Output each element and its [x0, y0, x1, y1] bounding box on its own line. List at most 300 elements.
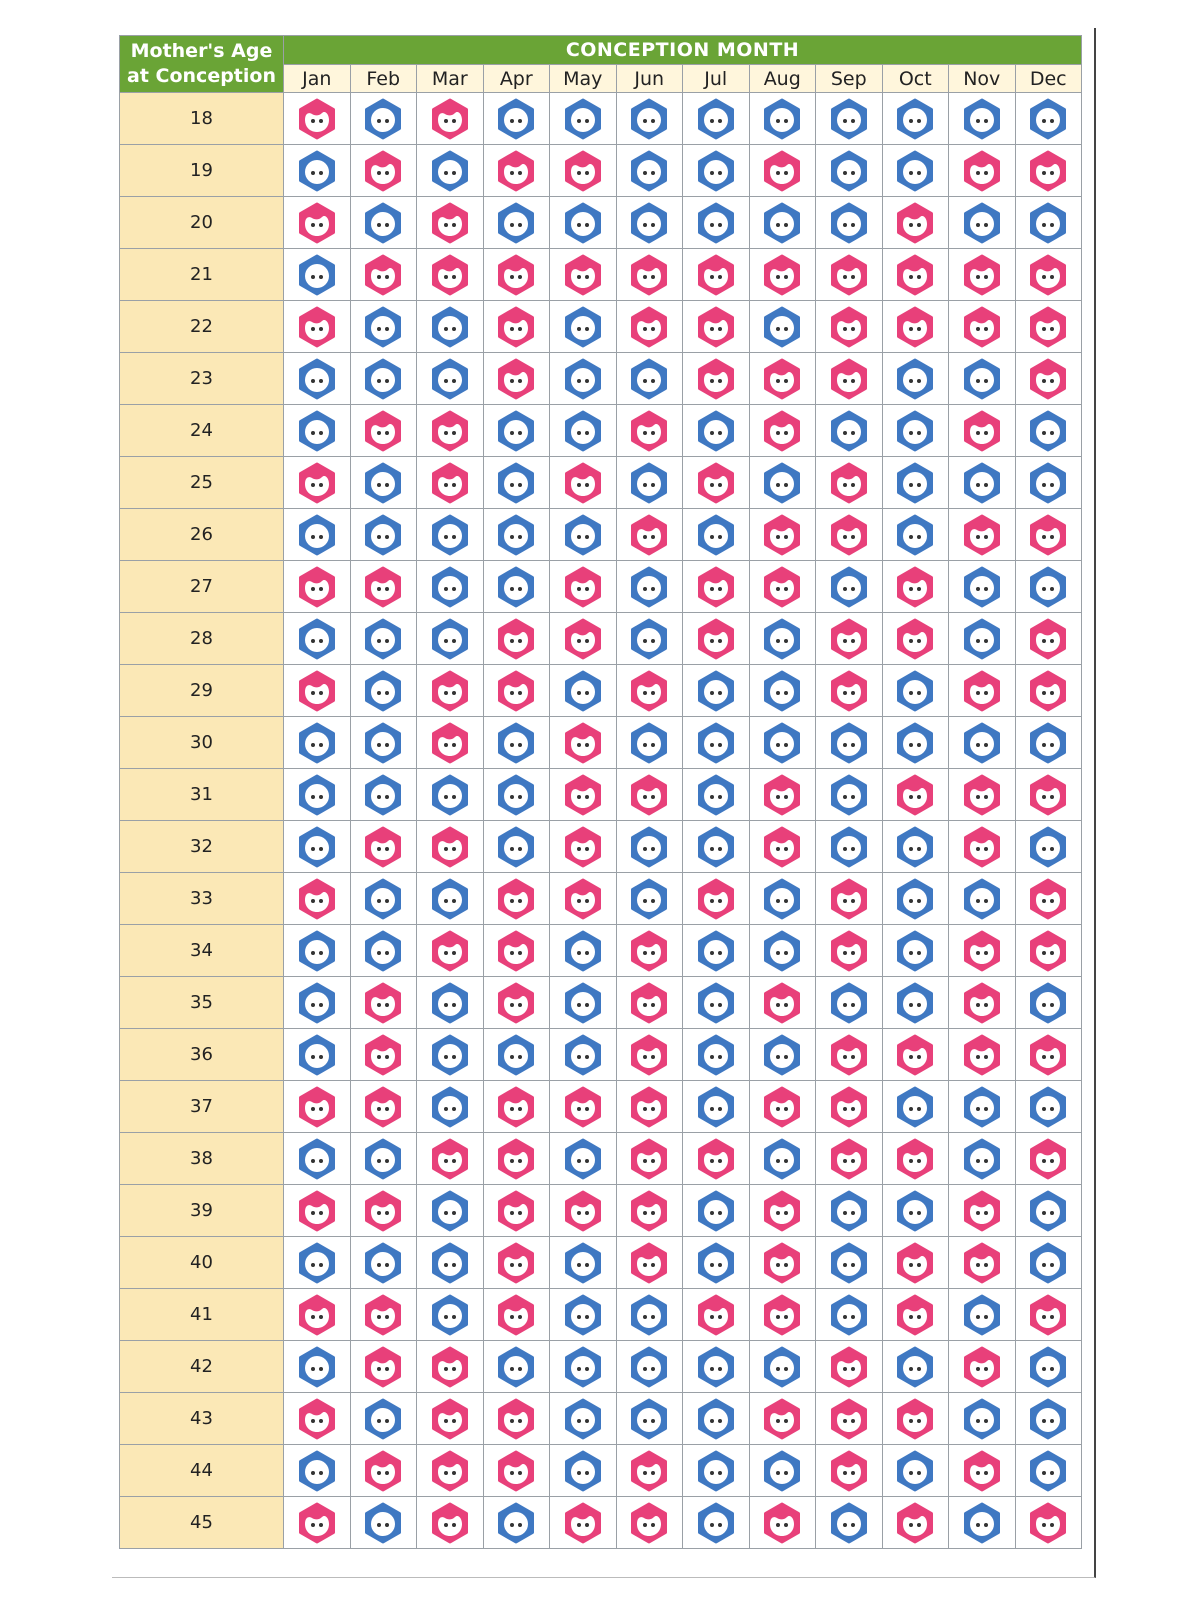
- prediction-cell: [749, 1497, 816, 1549]
- prediction-cell: [284, 249, 351, 301]
- prediction-cell: [350, 249, 417, 301]
- girl-icon: [627, 669, 671, 713]
- prediction-cell: [417, 925, 484, 977]
- boy-icon: [428, 1085, 472, 1129]
- boy-icon: [827, 1501, 871, 1545]
- prediction-cell: [616, 1185, 683, 1237]
- prediction-cell: [483, 977, 550, 1029]
- prediction-cell: [616, 1341, 683, 1393]
- prediction-cell: [417, 1081, 484, 1133]
- boy-icon: [561, 1137, 605, 1181]
- prediction-cell: [749, 1029, 816, 1081]
- prediction-cell: [749, 509, 816, 561]
- boy-icon: [494, 409, 538, 453]
- girl-icon: [428, 1449, 472, 1493]
- prediction-cell: [616, 1393, 683, 1445]
- boy-icon: [827, 981, 871, 1025]
- girl-icon: [760, 1085, 804, 1129]
- prediction-cell: [417, 509, 484, 561]
- girl-icon: [494, 617, 538, 661]
- table-row: [120, 93, 1082, 145]
- boy-icon: [827, 825, 871, 869]
- prediction-cell: [816, 821, 883, 873]
- prediction-cell: [882, 1185, 949, 1237]
- prediction-cell: [550, 1289, 617, 1341]
- table-row: [120, 717, 1082, 769]
- prediction-cell: [683, 509, 750, 561]
- age-cell: 44: [120, 1445, 284, 1497]
- girl-icon: [893, 617, 937, 661]
- prediction-cell: [882, 717, 949, 769]
- prediction-cell: [483, 769, 550, 821]
- boy-icon: [361, 201, 405, 245]
- table-row: [120, 1497, 1082, 1549]
- girl-icon: [627, 1501, 671, 1545]
- age-cell: 28: [120, 613, 284, 665]
- table-row: [120, 665, 1082, 717]
- boy-icon: [627, 1345, 671, 1389]
- table-row: [120, 197, 1082, 249]
- girl-icon: [295, 877, 339, 921]
- prediction-cell: [616, 93, 683, 145]
- prediction-cell: [949, 665, 1016, 717]
- prediction-cell: [683, 1185, 750, 1237]
- age-header-line2: at Conception: [127, 65, 276, 87]
- boy-icon: [893, 1345, 937, 1389]
- age-cell: 26: [120, 509, 284, 561]
- girl-icon: [960, 981, 1004, 1025]
- girl-icon: [694, 253, 738, 297]
- prediction-cell: [550, 1081, 617, 1133]
- boy-icon: [760, 721, 804, 765]
- prediction-cell: [350, 1445, 417, 1497]
- boy-icon: [827, 1293, 871, 1337]
- prediction-cell: [949, 717, 1016, 769]
- prediction-cell: [949, 145, 1016, 197]
- girl-icon: [627, 1189, 671, 1233]
- prediction-cell: [284, 405, 351, 457]
- girl-icon: [827, 929, 871, 973]
- prediction-cell: [882, 613, 949, 665]
- prediction-cell: [1015, 717, 1082, 769]
- girl-icon: [893, 1397, 937, 1441]
- boy-icon: [760, 201, 804, 245]
- girl-icon: [694, 877, 738, 921]
- prediction-cell: [749, 769, 816, 821]
- age-cell: 45: [120, 1497, 284, 1549]
- prediction-cell: [350, 145, 417, 197]
- girl-icon: [561, 1501, 605, 1545]
- prediction-cell: [949, 457, 1016, 509]
- prediction-cell: [550, 1445, 617, 1497]
- girl-icon: [494, 1241, 538, 1285]
- prediction-cell: [1015, 509, 1082, 561]
- prediction-cell: [816, 353, 883, 405]
- boy-icon: [361, 669, 405, 713]
- prediction-cell: [616, 249, 683, 301]
- prediction-cell: [816, 249, 883, 301]
- boy-icon: [428, 773, 472, 817]
- prediction-cell: [284, 1133, 351, 1185]
- prediction-cell: [417, 1341, 484, 1393]
- girl-icon: [561, 253, 605, 297]
- girl-icon: [694, 1293, 738, 1337]
- girl-icon: [627, 1241, 671, 1285]
- prediction-cell: [816, 93, 883, 145]
- prediction-cell: [550, 1237, 617, 1289]
- prediction-cell: [483, 509, 550, 561]
- age-cell: 20: [120, 197, 284, 249]
- prediction-cell: [284, 1289, 351, 1341]
- prediction-cell: [616, 405, 683, 457]
- girl-icon: [694, 305, 738, 349]
- prediction-cell: [616, 145, 683, 197]
- prediction-cell: [1015, 1445, 1082, 1497]
- prediction-cell: [1015, 769, 1082, 821]
- boy-icon: [893, 513, 937, 557]
- prediction-cell: [483, 873, 550, 925]
- girl-icon: [694, 617, 738, 661]
- girl-icon: [760, 981, 804, 1025]
- prediction-cell: [616, 665, 683, 717]
- prediction-cell: [749, 873, 816, 925]
- prediction-cell: [550, 93, 617, 145]
- prediction-cell: [816, 1289, 883, 1341]
- prediction-cell: [417, 665, 484, 717]
- boy-icon: [561, 201, 605, 245]
- girl-icon: [760, 253, 804, 297]
- prediction-cell: [749, 925, 816, 977]
- prediction-cell: [1015, 93, 1082, 145]
- table-row: [120, 925, 1082, 977]
- girl-icon: [893, 1033, 937, 1077]
- prediction-cell: [284, 1029, 351, 1081]
- boy-icon: [428, 513, 472, 557]
- prediction-cell: [882, 1029, 949, 1081]
- girl-icon: [494, 1293, 538, 1337]
- girl-icon: [827, 253, 871, 297]
- boy-icon: [295, 929, 339, 973]
- boy-icon: [627, 97, 671, 141]
- prediction-cell: [417, 301, 484, 353]
- girl-icon: [494, 149, 538, 193]
- prediction-cell: [417, 405, 484, 457]
- girl-icon: [1026, 617, 1070, 661]
- age-cell: 25: [120, 457, 284, 509]
- prediction-cell: [550, 1497, 617, 1549]
- prediction-cell: [749, 145, 816, 197]
- girl-icon: [893, 1501, 937, 1545]
- girl-icon: [561, 617, 605, 661]
- prediction-cell: [616, 301, 683, 353]
- boy-icon: [295, 1345, 339, 1389]
- boy-icon: [494, 773, 538, 817]
- prediction-cell: [949, 405, 1016, 457]
- prediction-cell: [683, 1081, 750, 1133]
- prediction-cell: [816, 1341, 883, 1393]
- prediction-cell: [284, 145, 351, 197]
- prediction-cell: [949, 1237, 1016, 1289]
- prediction-cell: [683, 665, 750, 717]
- boy-icon: [827, 773, 871, 817]
- boy-icon: [1026, 409, 1070, 453]
- girl-icon: [827, 357, 871, 401]
- prediction-cell: [483, 1289, 550, 1341]
- prediction-cell: [683, 1289, 750, 1341]
- boy-icon: [494, 1501, 538, 1545]
- prediction-cell: [882, 405, 949, 457]
- boy-icon: [494, 565, 538, 609]
- girl-icon: [893, 773, 937, 817]
- boy-icon: [561, 1345, 605, 1389]
- prediction-cell: [882, 925, 949, 977]
- boy-icon: [760, 929, 804, 973]
- boy-icon: [361, 513, 405, 557]
- prediction-cell: [616, 873, 683, 925]
- girl-icon: [960, 1189, 1004, 1233]
- boy-icon: [295, 513, 339, 557]
- prediction-cell: [550, 249, 617, 301]
- girl-icon: [760, 409, 804, 453]
- prediction-cell: [683, 925, 750, 977]
- prediction-cell: [1015, 925, 1082, 977]
- boy-icon: [295, 1449, 339, 1493]
- prediction-cell: [483, 405, 550, 457]
- age-cell: 21: [120, 249, 284, 301]
- prediction-cell: [350, 769, 417, 821]
- prediction-cell: [417, 1237, 484, 1289]
- age-cell: 33: [120, 873, 284, 925]
- prediction-cell: [683, 613, 750, 665]
- prediction-cell: [284, 1081, 351, 1133]
- boy-icon: [627, 1293, 671, 1337]
- prediction-cell: [882, 1133, 949, 1185]
- prediction-cell: [550, 509, 617, 561]
- boy-icon: [827, 1241, 871, 1285]
- prediction-cell: [749, 353, 816, 405]
- prediction-cell: [749, 1289, 816, 1341]
- age-cell: 43: [120, 1393, 284, 1445]
- boy-icon: [694, 1501, 738, 1545]
- boy-icon: [494, 513, 538, 557]
- boy-icon: [893, 97, 937, 141]
- prediction-cell: [1015, 1341, 1082, 1393]
- prediction-cell: [816, 1237, 883, 1289]
- prediction-cell: [483, 665, 550, 717]
- boy-icon: [295, 981, 339, 1025]
- girl-icon: [1026, 305, 1070, 349]
- boy-icon: [960, 357, 1004, 401]
- boy-icon: [760, 669, 804, 713]
- girl-icon: [627, 929, 671, 973]
- prediction-cell: [284, 613, 351, 665]
- girl-icon: [494, 1085, 538, 1129]
- girl-icon: [295, 1293, 339, 1337]
- prediction-cell: [749, 821, 816, 873]
- girl-icon: [893, 201, 937, 245]
- prediction-cell: [882, 1289, 949, 1341]
- boy-icon: [960, 1397, 1004, 1441]
- month-header-mar: Mar: [417, 65, 484, 93]
- prediction-cell: [1015, 1029, 1082, 1081]
- prediction-cell: [949, 353, 1016, 405]
- prediction-cell: [816, 1133, 883, 1185]
- boy-icon: [1026, 825, 1070, 869]
- prediction-cell: [949, 1289, 1016, 1341]
- prediction-cell: [616, 1445, 683, 1497]
- table-row: [120, 405, 1082, 457]
- prediction-cell: [749, 613, 816, 665]
- girl-icon: [295, 305, 339, 349]
- prediction-cell: [550, 145, 617, 197]
- prediction-cell: [284, 873, 351, 925]
- girl-icon: [694, 461, 738, 505]
- prediction-cell: [616, 353, 683, 405]
- prediction-cell: [483, 1341, 550, 1393]
- prediction-cell: [749, 93, 816, 145]
- table-row: [120, 457, 1082, 509]
- girl-icon: [1026, 253, 1070, 297]
- boy-icon: [295, 773, 339, 817]
- month-header-aug: Aug: [749, 65, 816, 93]
- boy-icon: [760, 461, 804, 505]
- girl-icon: [827, 617, 871, 661]
- boy-icon: [561, 1241, 605, 1285]
- girl-icon: [1026, 1033, 1070, 1077]
- girl-icon: [1026, 877, 1070, 921]
- prediction-cell: [616, 821, 683, 873]
- boy-icon: [893, 877, 937, 921]
- girl-icon: [827, 461, 871, 505]
- girl-icon: [1026, 1137, 1070, 1181]
- prediction-cell: [749, 1393, 816, 1445]
- prediction-cell: [284, 301, 351, 353]
- boy-icon: [627, 617, 671, 661]
- age-cell: 22: [120, 301, 284, 353]
- girl-icon: [1026, 669, 1070, 713]
- boy-icon: [694, 721, 738, 765]
- prediction-cell: [616, 1497, 683, 1549]
- boy-icon: [361, 357, 405, 401]
- girl-icon: [428, 1501, 472, 1545]
- age-cell: 23: [120, 353, 284, 405]
- boy-icon: [561, 97, 605, 141]
- age-cell: 34: [120, 925, 284, 977]
- prediction-cell: [417, 1133, 484, 1185]
- prediction-cell: [284, 509, 351, 561]
- prediction-cell: [616, 717, 683, 769]
- prediction-cell: [284, 93, 351, 145]
- boy-icon: [428, 1033, 472, 1077]
- girl-icon: [361, 1293, 405, 1337]
- girl-icon: [428, 929, 472, 973]
- boy-icon: [694, 1345, 738, 1389]
- boy-icon: [760, 877, 804, 921]
- prediction-cell: [882, 145, 949, 197]
- prediction-cell: [1015, 561, 1082, 613]
- prediction-cell: [550, 561, 617, 613]
- prediction-cell: [882, 873, 949, 925]
- girl-icon: [295, 1397, 339, 1441]
- boy-icon: [893, 409, 937, 453]
- girl-icon: [295, 669, 339, 713]
- table-row: [120, 509, 1082, 561]
- prediction-cell: [1015, 1133, 1082, 1185]
- boy-icon: [893, 461, 937, 505]
- prediction-cell: [350, 509, 417, 561]
- girl-icon: [827, 1345, 871, 1389]
- girl-icon: [627, 409, 671, 453]
- prediction-cell: [350, 665, 417, 717]
- prediction-cell: [350, 197, 417, 249]
- prediction-cell: [284, 1445, 351, 1497]
- prediction-cell: [284, 1185, 351, 1237]
- prediction-cell: [483, 925, 550, 977]
- boy-icon: [361, 877, 405, 921]
- boy-icon: [960, 1293, 1004, 1337]
- prediction-cell: [882, 561, 949, 613]
- boy-icon: [760, 305, 804, 349]
- boy-icon: [760, 1449, 804, 1493]
- girl-icon: [494, 1137, 538, 1181]
- girl-icon: [428, 669, 472, 713]
- month-header-nov: Nov: [949, 65, 1016, 93]
- girl-icon: [827, 1085, 871, 1129]
- boy-icon: [494, 1033, 538, 1077]
- boy-icon: [561, 513, 605, 557]
- girl-icon: [694, 357, 738, 401]
- prediction-cell: [816, 1185, 883, 1237]
- boy-icon: [361, 617, 405, 661]
- prediction-cell: [350, 925, 417, 977]
- prediction-cell: [882, 353, 949, 405]
- girl-icon: [627, 981, 671, 1025]
- prediction-cell: [483, 821, 550, 873]
- girl-icon: [960, 825, 1004, 869]
- prediction-cell: [749, 1185, 816, 1237]
- prediction-cell: [1015, 301, 1082, 353]
- prediction-cell: [816, 405, 883, 457]
- boy-icon: [694, 1033, 738, 1077]
- boy-icon: [627, 461, 671, 505]
- boy-icon: [561, 981, 605, 1025]
- prediction-cell: [882, 977, 949, 1029]
- prediction-cell: [284, 1497, 351, 1549]
- age-column-header: [120, 36, 284, 93]
- month-header-oct: Oct: [882, 65, 949, 93]
- prediction-cell: [949, 1185, 1016, 1237]
- prediction-cell: [284, 977, 351, 1029]
- boy-icon: [827, 409, 871, 453]
- boy-icon: [561, 1293, 605, 1337]
- prediction-cell: [749, 717, 816, 769]
- girl-icon: [361, 253, 405, 297]
- girl-icon: [494, 877, 538, 921]
- prediction-cell: [749, 561, 816, 613]
- boy-icon: [893, 929, 937, 973]
- prediction-cell: [550, 977, 617, 1029]
- prediction-cell: [550, 197, 617, 249]
- prediction-cell: [550, 353, 617, 405]
- prediction-cell: [816, 301, 883, 353]
- girl-icon: [494, 929, 538, 973]
- month-header-apr: Apr: [483, 65, 550, 93]
- boy-icon: [295, 253, 339, 297]
- boy-icon: [1026, 981, 1070, 1025]
- prediction-cell: [417, 977, 484, 1029]
- month-header-may: May: [550, 65, 617, 93]
- girl-icon: [760, 149, 804, 193]
